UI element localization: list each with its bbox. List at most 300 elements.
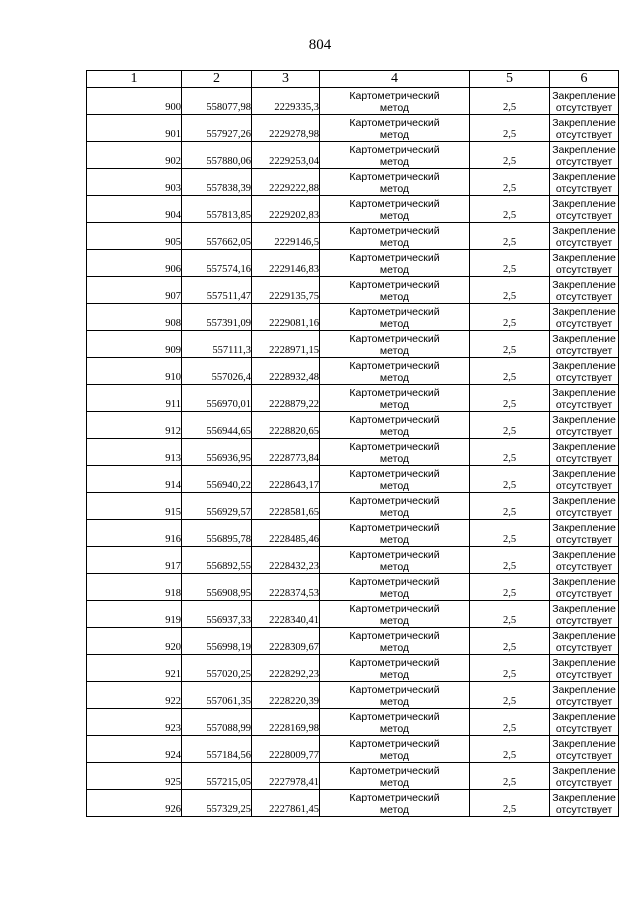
fixing-cell bbox=[550, 574, 619, 601]
fixing-line: отсутствует bbox=[555, 480, 613, 492]
method-line: метод bbox=[379, 561, 410, 573]
fixing-line: отсутствует bbox=[555, 507, 613, 519]
table-row bbox=[87, 358, 619, 385]
accuracy-cell: 2,5 bbox=[470, 196, 550, 223]
accuracy-cell: 2,5 bbox=[470, 628, 550, 655]
method-line: метод bbox=[379, 156, 410, 168]
point-number-cell: 919 bbox=[87, 601, 182, 628]
column-header: 5 bbox=[470, 71, 550, 88]
x-coordinate-cell: 557927,26 bbox=[182, 115, 252, 142]
method-cell bbox=[320, 304, 470, 331]
y-coordinate-cell: 2228581,65 bbox=[252, 493, 320, 520]
method-cell bbox=[320, 196, 470, 223]
fixing-line: отсутствует bbox=[555, 183, 613, 195]
y-coordinate-cell: 2228485,46 bbox=[252, 520, 320, 547]
x-coordinate-cell: 557184,56 bbox=[182, 736, 252, 763]
fixing-line: Закрепление bbox=[552, 657, 616, 669]
method-line: метод bbox=[379, 210, 410, 222]
accuracy-cell: 2,5 bbox=[470, 331, 550, 358]
method-line: Картометрический bbox=[349, 441, 440, 453]
y-coordinate-cell: 2229081,16 bbox=[252, 304, 320, 331]
fixing-cell bbox=[550, 412, 619, 439]
method-line: Картометрический bbox=[349, 198, 440, 210]
y-coordinate-cell: 2228292,23 bbox=[252, 655, 320, 682]
method-cell bbox=[320, 493, 470, 520]
method-line: метод bbox=[379, 345, 410, 357]
fixing-line: Закрепление bbox=[552, 144, 616, 156]
y-coordinate-cell: 2229135,75 bbox=[252, 277, 320, 304]
method-line: Картометрический bbox=[349, 360, 440, 372]
point-number-cell: 921 bbox=[87, 655, 182, 682]
accuracy-cell: 2,5 bbox=[470, 439, 550, 466]
point-number-cell: 907 bbox=[87, 277, 182, 304]
fixing-line: Закрепление bbox=[552, 738, 616, 750]
fixing-line: Закрепление bbox=[552, 630, 616, 642]
fixing-line: отсутствует bbox=[555, 561, 613, 573]
method-line: Картометрический bbox=[349, 225, 440, 237]
accuracy-cell: 2,5 bbox=[470, 790, 550, 817]
fixing-line: отсутствует bbox=[555, 345, 613, 357]
fixing-cell bbox=[550, 223, 619, 250]
point-number-cell: 904 bbox=[87, 196, 182, 223]
fixing-line: Закрепление bbox=[552, 225, 616, 237]
fixing-cell bbox=[550, 655, 619, 682]
fixing-line: отсутствует bbox=[555, 453, 613, 465]
method-cell bbox=[320, 412, 470, 439]
fixing-line: отсутствует bbox=[555, 669, 613, 681]
table-row bbox=[87, 250, 619, 277]
method-line: Картометрический bbox=[349, 306, 440, 318]
method-cell bbox=[320, 763, 470, 790]
coordinates-table bbox=[86, 70, 619, 817]
fixing-cell bbox=[550, 439, 619, 466]
point-number-cell: 914 bbox=[87, 466, 182, 493]
y-coordinate-cell: 2228820,65 bbox=[252, 412, 320, 439]
x-coordinate-cell: 556892,55 bbox=[182, 547, 252, 574]
y-coordinate-cell: 2228009,77 bbox=[252, 736, 320, 763]
accuracy-cell: 2,5 bbox=[470, 547, 550, 574]
method-cell bbox=[320, 547, 470, 574]
y-coordinate-cell: 2227861,45 bbox=[252, 790, 320, 817]
x-coordinate-cell: 557880,06 bbox=[182, 142, 252, 169]
accuracy-cell: 2,5 bbox=[470, 169, 550, 196]
method-line: метод bbox=[379, 480, 410, 492]
point-number-cell: 903 bbox=[87, 169, 182, 196]
method-line: Картометрический bbox=[349, 144, 440, 156]
method-line: Картометрический bbox=[349, 738, 440, 750]
method-line: Картометрический bbox=[349, 603, 440, 615]
point-number-cell: 912 bbox=[87, 412, 182, 439]
fixing-line: Закрепление bbox=[552, 333, 616, 345]
method-line: метод bbox=[379, 588, 410, 600]
fixing-line: отсутствует bbox=[555, 804, 613, 816]
accuracy-cell: 2,5 bbox=[470, 709, 550, 736]
table-row bbox=[87, 682, 619, 709]
method-cell bbox=[320, 223, 470, 250]
method-line: Картометрический bbox=[349, 765, 440, 777]
accuracy-cell: 2,5 bbox=[470, 655, 550, 682]
x-coordinate-cell: 557813,85 bbox=[182, 196, 252, 223]
y-coordinate-cell: 2227978,41 bbox=[252, 763, 320, 790]
method-line: метод bbox=[379, 615, 410, 627]
fixing-cell bbox=[550, 790, 619, 817]
accuracy-cell: 2,5 bbox=[470, 493, 550, 520]
accuracy-cell: 2,5 bbox=[470, 250, 550, 277]
accuracy-cell: 2,5 bbox=[470, 385, 550, 412]
fixing-line: отсутствует bbox=[555, 318, 613, 330]
method-cell bbox=[320, 736, 470, 763]
table-row bbox=[87, 790, 619, 817]
fixing-cell bbox=[550, 385, 619, 412]
table-row bbox=[87, 601, 619, 628]
fixing-cell bbox=[550, 331, 619, 358]
fixing-line: отсутствует bbox=[555, 372, 613, 384]
fixing-line: отсутствует bbox=[555, 129, 613, 141]
table-row bbox=[87, 493, 619, 520]
fixing-cell bbox=[550, 520, 619, 547]
method-line: метод bbox=[379, 534, 410, 546]
accuracy-cell: 2,5 bbox=[470, 682, 550, 709]
method-cell bbox=[320, 682, 470, 709]
y-coordinate-cell: 2228773,84 bbox=[252, 439, 320, 466]
fixing-line: Закрепление bbox=[552, 711, 616, 723]
fixing-line: отсутствует bbox=[555, 102, 613, 114]
y-coordinate-cell: 2228932,48 bbox=[252, 358, 320, 385]
point-number-cell: 913 bbox=[87, 439, 182, 466]
fixing-line: Закрепление bbox=[552, 468, 616, 480]
fixing-cell bbox=[550, 493, 619, 520]
fixing-cell bbox=[550, 358, 619, 385]
x-coordinate-cell: 557215,05 bbox=[182, 763, 252, 790]
accuracy-cell: 2,5 bbox=[470, 304, 550, 331]
table-row bbox=[87, 223, 619, 250]
fixing-line: Закрепление bbox=[552, 576, 616, 588]
point-number-cell: 918 bbox=[87, 574, 182, 601]
method-line: Картометрический bbox=[349, 711, 440, 723]
x-coordinate-cell: 556929,57 bbox=[182, 493, 252, 520]
accuracy-cell: 2,5 bbox=[470, 466, 550, 493]
accuracy-cell: 2,5 bbox=[470, 736, 550, 763]
fixing-line: отсутствует bbox=[555, 264, 613, 276]
fixing-cell bbox=[550, 169, 619, 196]
fixing-cell bbox=[550, 142, 619, 169]
y-coordinate-cell: 2228432,23 bbox=[252, 547, 320, 574]
y-coordinate-cell: 2229146,5 bbox=[252, 223, 320, 250]
fixing-line: отсутствует bbox=[555, 291, 613, 303]
method-cell bbox=[320, 142, 470, 169]
x-coordinate-cell: 557662,05 bbox=[182, 223, 252, 250]
table-body bbox=[87, 88, 619, 817]
fixing-cell bbox=[550, 250, 619, 277]
method-line: метод bbox=[379, 723, 410, 735]
accuracy-cell: 2,5 bbox=[470, 115, 550, 142]
method-line: Картометрический bbox=[349, 117, 440, 129]
y-coordinate-cell: 2228340,41 bbox=[252, 601, 320, 628]
method-line: метод bbox=[379, 183, 410, 195]
method-cell bbox=[320, 601, 470, 628]
point-number-cell: 905 bbox=[87, 223, 182, 250]
method-line: Картометрический bbox=[349, 252, 440, 264]
fixing-line: отсутствует bbox=[555, 696, 613, 708]
fixing-line: Закрепление bbox=[552, 90, 616, 102]
fixing-cell bbox=[550, 601, 619, 628]
point-number-cell: 916 bbox=[87, 520, 182, 547]
method-line: Картометрический bbox=[349, 576, 440, 588]
fixing-cell bbox=[550, 304, 619, 331]
accuracy-cell: 2,5 bbox=[470, 763, 550, 790]
method-line: Картометрический bbox=[349, 387, 440, 399]
accuracy-cell: 2,5 bbox=[470, 358, 550, 385]
x-coordinate-cell: 557061,35 bbox=[182, 682, 252, 709]
page-number: 804 bbox=[308, 37, 332, 53]
table-row bbox=[87, 520, 619, 547]
fixing-line: Закрепление bbox=[552, 252, 616, 264]
y-coordinate-cell: 2228169,98 bbox=[252, 709, 320, 736]
x-coordinate-cell: 556970,01 bbox=[182, 385, 252, 412]
point-number-cell: 900 bbox=[87, 88, 182, 115]
fixing-cell bbox=[550, 115, 619, 142]
table-row bbox=[87, 331, 619, 358]
x-coordinate-cell: 557329,25 bbox=[182, 790, 252, 817]
fixing-line: Закрепление bbox=[552, 792, 616, 804]
fixing-line: отсутствует bbox=[555, 615, 613, 627]
method-line: метод bbox=[379, 426, 410, 438]
fixing-line: Закрепление bbox=[552, 198, 616, 210]
method-line: Картометрический bbox=[349, 279, 440, 291]
y-coordinate-cell: 2228643,17 bbox=[252, 466, 320, 493]
method-line: Картометрический bbox=[349, 171, 440, 183]
column-header: 3 bbox=[252, 71, 320, 88]
method-cell bbox=[320, 628, 470, 655]
method-cell bbox=[320, 520, 470, 547]
accuracy-cell: 2,5 bbox=[470, 142, 550, 169]
point-number-cell: 906 bbox=[87, 250, 182, 277]
table-row bbox=[87, 385, 619, 412]
fixing-cell bbox=[550, 547, 619, 574]
x-coordinate-cell: 556937,33 bbox=[182, 601, 252, 628]
point-number-cell: 909 bbox=[87, 331, 182, 358]
fixing-line: отсутствует bbox=[555, 426, 613, 438]
method-line: метод bbox=[379, 696, 410, 708]
point-number-cell: 901 bbox=[87, 115, 182, 142]
fixing-cell bbox=[550, 466, 619, 493]
point-number-cell: 922 bbox=[87, 682, 182, 709]
fixing-line: Закрепление bbox=[552, 549, 616, 561]
fixing-line: Закрепление bbox=[552, 765, 616, 777]
y-coordinate-cell: 2229202,83 bbox=[252, 196, 320, 223]
method-cell bbox=[320, 574, 470, 601]
x-coordinate-cell: 557838,39 bbox=[182, 169, 252, 196]
method-line: метод bbox=[379, 264, 410, 276]
method-line: метод bbox=[379, 750, 410, 762]
x-coordinate-cell: 556940,22 bbox=[182, 466, 252, 493]
method-line: метод bbox=[379, 777, 410, 789]
method-cell bbox=[320, 439, 470, 466]
fixing-line: Закрепление bbox=[552, 306, 616, 318]
table-row bbox=[87, 655, 619, 682]
x-coordinate-cell: 556895,78 bbox=[182, 520, 252, 547]
y-coordinate-cell: 2229146,83 bbox=[252, 250, 320, 277]
y-coordinate-cell: 2228971,15 bbox=[252, 331, 320, 358]
point-number-cell: 924 bbox=[87, 736, 182, 763]
method-line: Картометрический bbox=[349, 549, 440, 561]
method-cell bbox=[320, 709, 470, 736]
x-coordinate-cell: 558077,98 bbox=[182, 88, 252, 115]
header-row bbox=[87, 71, 619, 88]
y-coordinate-cell: 2229278,98 bbox=[252, 115, 320, 142]
method-line: Картометрический bbox=[349, 90, 440, 102]
fixing-line: отсутствует bbox=[555, 750, 613, 762]
point-number-cell: 923 bbox=[87, 709, 182, 736]
column-header: 2 bbox=[182, 71, 252, 88]
y-coordinate-cell: 2229222,88 bbox=[252, 169, 320, 196]
y-coordinate-cell: 2228220,39 bbox=[252, 682, 320, 709]
method-line: метод bbox=[379, 102, 410, 114]
table-row bbox=[87, 439, 619, 466]
x-coordinate-cell: 557574,16 bbox=[182, 250, 252, 277]
y-coordinate-cell: 2228309,67 bbox=[252, 628, 320, 655]
method-line: Картометрический bbox=[349, 414, 440, 426]
y-coordinate-cell: 2229335,3 bbox=[252, 88, 320, 115]
point-number-cell: 902 bbox=[87, 142, 182, 169]
point-number-cell: 910 bbox=[87, 358, 182, 385]
method-cell bbox=[320, 466, 470, 493]
accuracy-cell: 2,5 bbox=[470, 412, 550, 439]
table-row bbox=[87, 142, 619, 169]
table-row bbox=[87, 466, 619, 493]
table-row bbox=[87, 277, 619, 304]
method-cell bbox=[320, 277, 470, 304]
method-line: Картометрический bbox=[349, 630, 440, 642]
fixing-line: отсутствует bbox=[555, 777, 613, 789]
table-row bbox=[87, 169, 619, 196]
method-line: метод bbox=[379, 237, 410, 249]
method-line: метод bbox=[379, 507, 410, 519]
fixing-cell bbox=[550, 709, 619, 736]
x-coordinate-cell: 557511,47 bbox=[182, 277, 252, 304]
method-cell bbox=[320, 385, 470, 412]
y-coordinate-cell: 2229253,04 bbox=[252, 142, 320, 169]
fixing-line: Закрепление bbox=[552, 441, 616, 453]
y-coordinate-cell: 2228374,53 bbox=[252, 574, 320, 601]
table-row bbox=[87, 736, 619, 763]
method-line: Картометрический bbox=[349, 495, 440, 507]
x-coordinate-cell: 557020,25 bbox=[182, 655, 252, 682]
point-number-cell: 908 bbox=[87, 304, 182, 331]
method-cell bbox=[320, 790, 470, 817]
fixing-line: отсутствует bbox=[555, 156, 613, 168]
table-row bbox=[87, 115, 619, 142]
fixing-line: Закрепление bbox=[552, 414, 616, 426]
accuracy-cell: 2,5 bbox=[470, 223, 550, 250]
x-coordinate-cell: 556944,65 bbox=[182, 412, 252, 439]
column-header: 6 bbox=[550, 71, 619, 88]
method-line: Картометрический bbox=[349, 522, 440, 534]
fixing-line: Закрепление bbox=[552, 522, 616, 534]
method-line: Картометрический bbox=[349, 333, 440, 345]
fixing-line: Закрепление bbox=[552, 171, 616, 183]
x-coordinate-cell: 557026,4 bbox=[182, 358, 252, 385]
table-row bbox=[87, 709, 619, 736]
method-line: метод bbox=[379, 804, 410, 816]
fixing-cell bbox=[550, 88, 619, 115]
fixing-cell bbox=[550, 736, 619, 763]
fixing-line: Закрепление bbox=[552, 279, 616, 291]
fixing-line: Закрепление bbox=[552, 603, 616, 615]
fixing-line: отсутствует bbox=[555, 723, 613, 735]
fixing-line: Закрепление bbox=[552, 360, 616, 372]
fixing-line: отсутствует bbox=[555, 588, 613, 600]
accuracy-cell: 2,5 bbox=[470, 88, 550, 115]
method-line: метод bbox=[379, 291, 410, 303]
method-cell bbox=[320, 358, 470, 385]
table-row bbox=[87, 88, 619, 115]
method-line: Картометрический bbox=[349, 468, 440, 480]
method-line: метод bbox=[379, 372, 410, 384]
table-row bbox=[87, 304, 619, 331]
method-cell bbox=[320, 88, 470, 115]
table-row bbox=[87, 196, 619, 223]
table-row bbox=[87, 763, 619, 790]
method-cell bbox=[320, 655, 470, 682]
fixing-line: Закрепление bbox=[552, 117, 616, 129]
fixing-line: отсутствует bbox=[555, 210, 613, 222]
fixing-line: Закрепление bbox=[552, 684, 616, 696]
point-number-cell: 920 bbox=[87, 628, 182, 655]
method-line: Картометрический bbox=[349, 792, 440, 804]
method-cell bbox=[320, 331, 470, 358]
method-cell bbox=[320, 115, 470, 142]
fixing-cell bbox=[550, 628, 619, 655]
accuracy-cell: 2,5 bbox=[470, 601, 550, 628]
column-header: 4 bbox=[320, 71, 470, 88]
method-line: метод bbox=[379, 129, 410, 141]
method-cell bbox=[320, 250, 470, 277]
y-coordinate-cell: 2228879,22 bbox=[252, 385, 320, 412]
x-coordinate-cell: 556998,19 bbox=[182, 628, 252, 655]
fixing-line: Закрепление bbox=[552, 387, 616, 399]
point-number-cell: 926 bbox=[87, 790, 182, 817]
fixing-cell bbox=[550, 277, 619, 304]
method-line: метод bbox=[379, 642, 410, 654]
point-number-cell: 925 bbox=[87, 763, 182, 790]
table-row bbox=[87, 628, 619, 655]
method-line: метод bbox=[379, 318, 410, 330]
fixing-cell bbox=[550, 763, 619, 790]
method-line: метод bbox=[379, 399, 410, 411]
fixing-line: Закрепление bbox=[552, 495, 616, 507]
method-line: Картометрический bbox=[349, 684, 440, 696]
fixing-cell bbox=[550, 682, 619, 709]
point-number-cell: 917 bbox=[87, 547, 182, 574]
table-row bbox=[87, 574, 619, 601]
x-coordinate-cell: 557391,09 bbox=[182, 304, 252, 331]
fixing-cell bbox=[550, 196, 619, 223]
accuracy-cell: 2,5 bbox=[470, 277, 550, 304]
method-line: Картометрический bbox=[349, 657, 440, 669]
table-row bbox=[87, 412, 619, 439]
accuracy-cell: 2,5 bbox=[470, 520, 550, 547]
fixing-line: отсутствует bbox=[555, 534, 613, 546]
x-coordinate-cell: 557088,99 bbox=[182, 709, 252, 736]
table-row bbox=[87, 547, 619, 574]
fixing-line: отсутствует bbox=[555, 399, 613, 411]
fixing-line: отсутствует bbox=[555, 642, 613, 654]
method-line: метод bbox=[379, 669, 410, 681]
column-header: 1 bbox=[87, 71, 182, 88]
fixing-line: отсутствует bbox=[555, 237, 613, 249]
method-cell bbox=[320, 169, 470, 196]
